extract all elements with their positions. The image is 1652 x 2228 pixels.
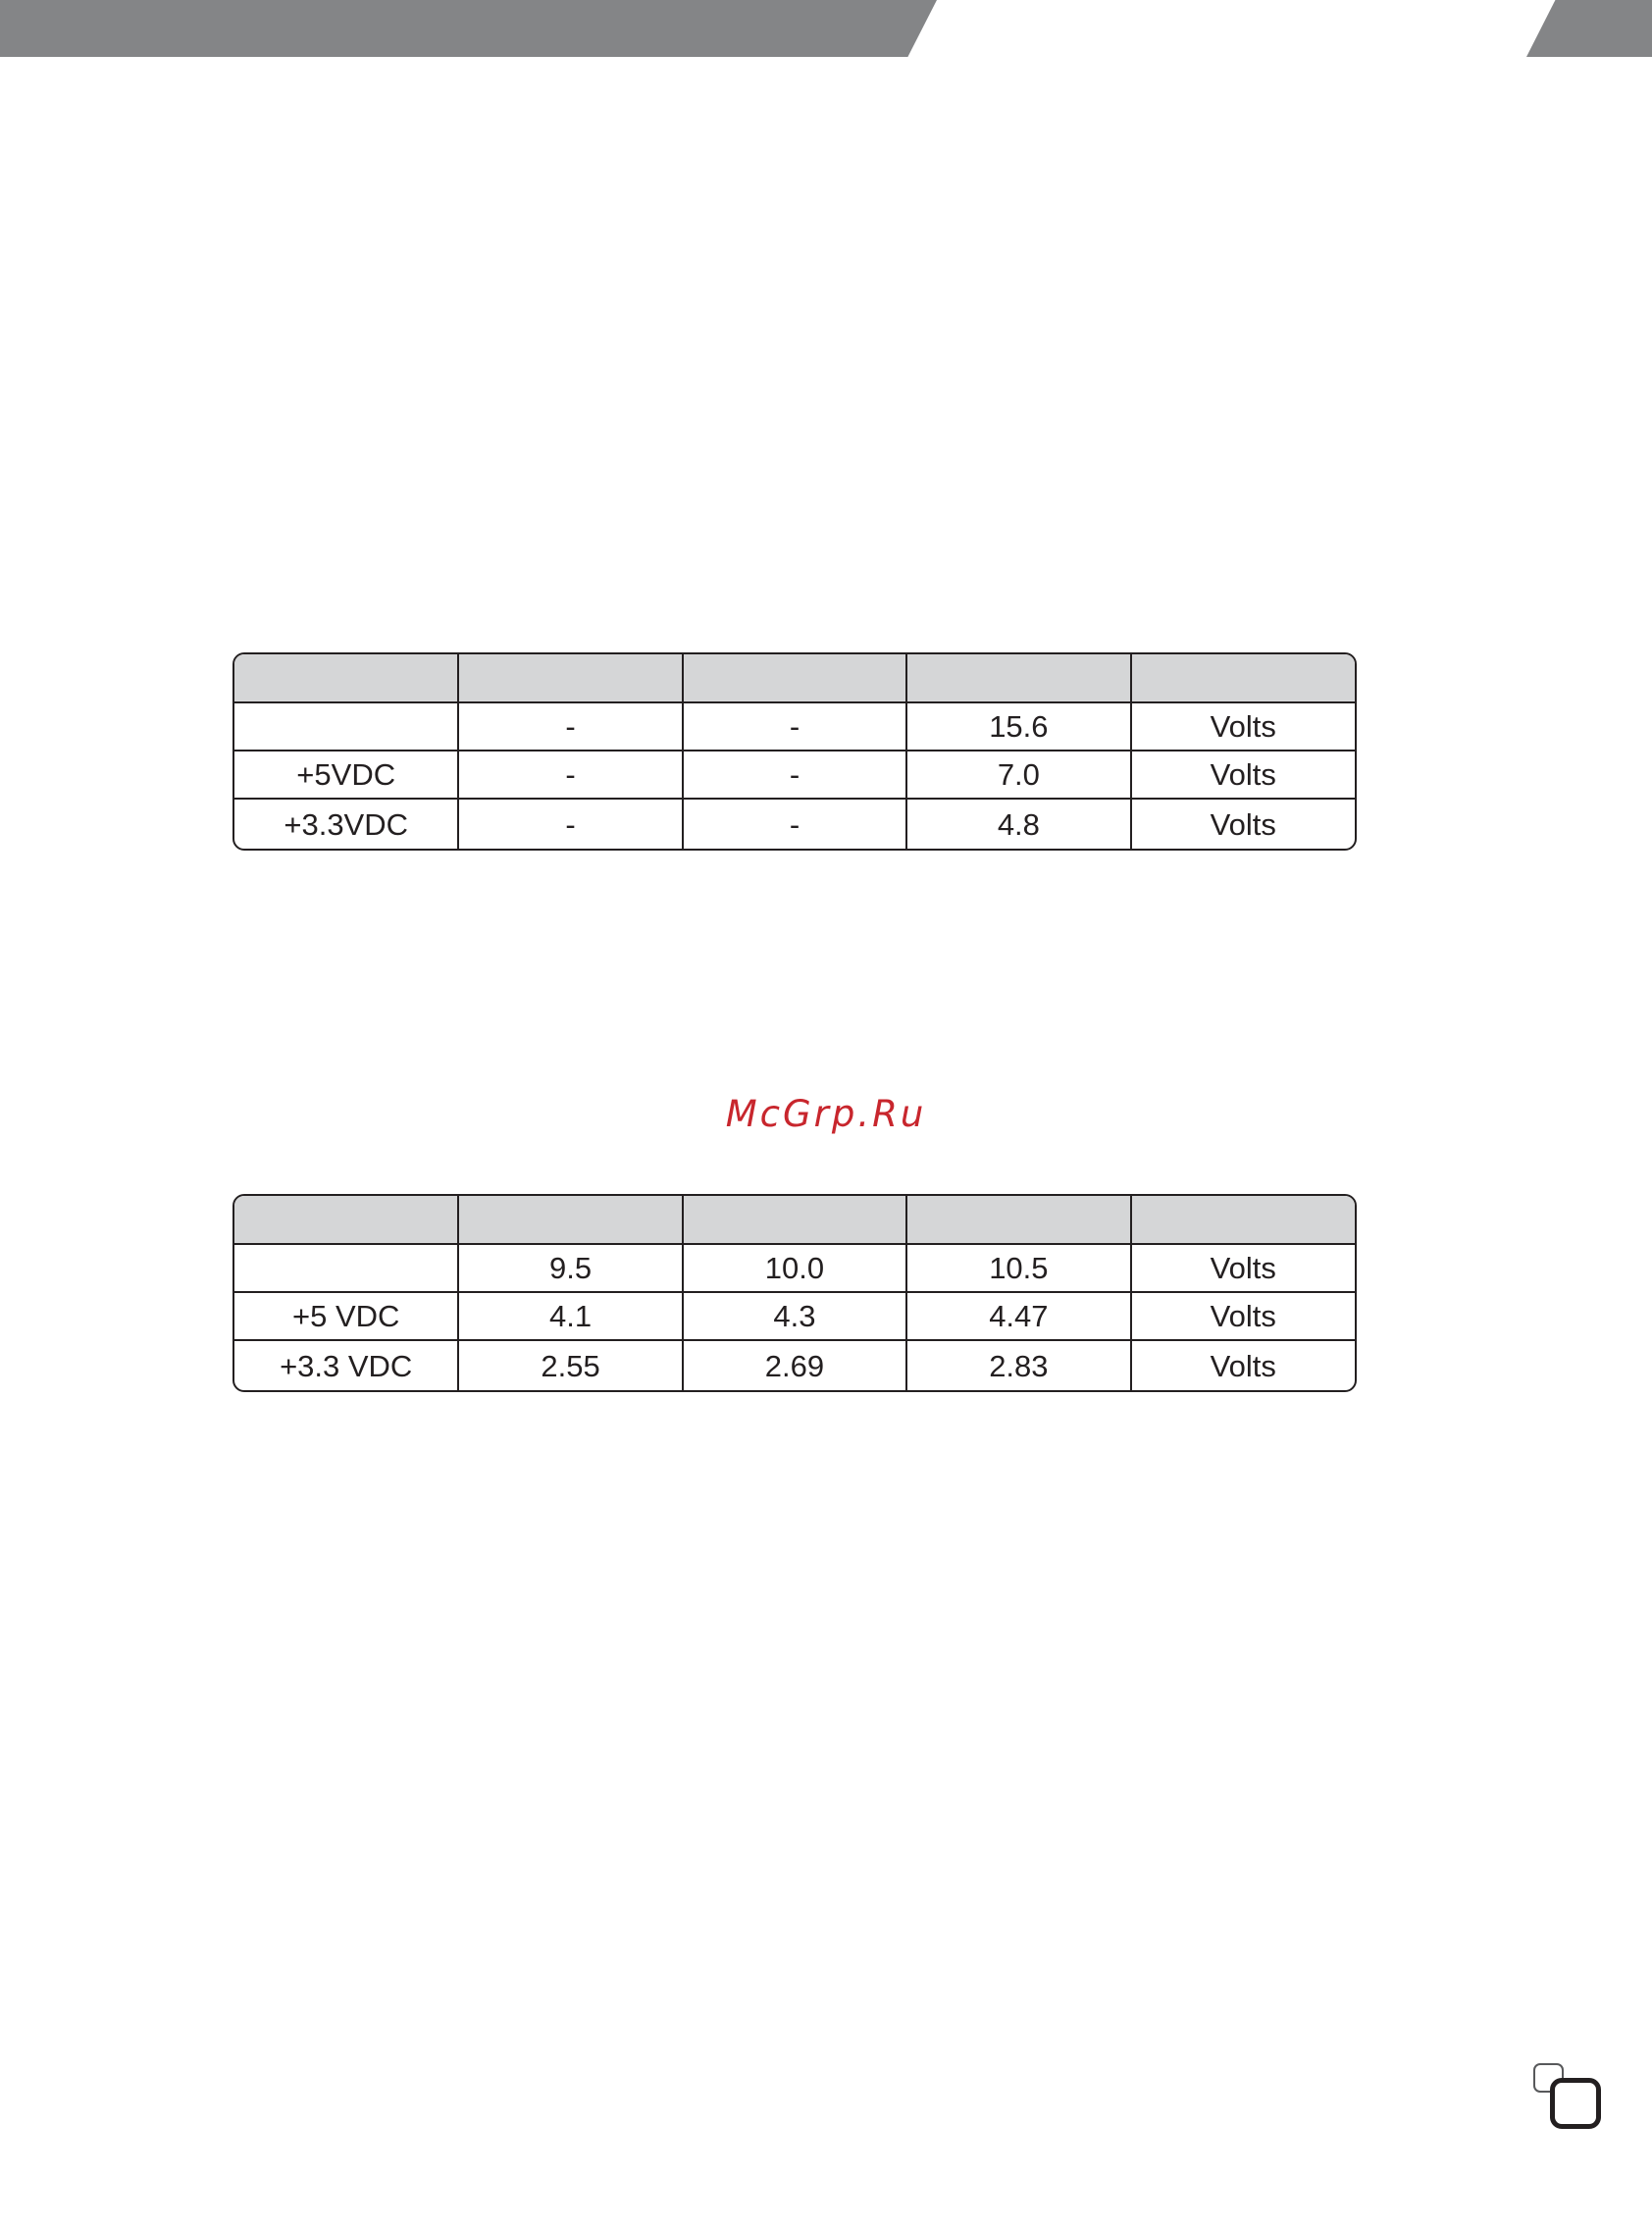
table-cell: 7.0: [906, 751, 1130, 799]
header-cell: [234, 1196, 458, 1244]
table-row: [234, 1340, 1355, 1390]
header-cell: [458, 1196, 682, 1244]
table-cell: Volts: [1131, 1292, 1355, 1340]
watermark-text: McGrp.Ru: [725, 1093, 927, 1135]
header-band-right: [1526, 0, 1652, 57]
table-cell: -: [683, 702, 906, 751]
table-cell: [234, 1244, 458, 1292]
table-cell: 10.0: [683, 1244, 906, 1292]
table-cell: +5 VDC: [234, 1292, 458, 1340]
header-cell: [683, 1196, 906, 1244]
header-cell: [1131, 1196, 1355, 1244]
table-row: [234, 702, 1355, 751]
voltage-table-1: [232, 652, 1357, 851]
table-cell: +3.3 VDC: [234, 1340, 458, 1390]
table-cell: Volts: [1210, 806, 1276, 842]
header-cell: [906, 1196, 1130, 1244]
table-row: [234, 751, 1355, 799]
table-cell: -: [458, 702, 682, 751]
table-row: [234, 1292, 1355, 1340]
table-cell: Volts: [1210, 1348, 1276, 1383]
table-cell: 4.1: [458, 1292, 682, 1340]
table-header-row: [234, 1196, 1355, 1244]
table-cell: -: [458, 751, 682, 799]
table-cell: 2.69: [683, 1340, 906, 1390]
header-cell: [234, 654, 458, 702]
table-cell: 4.8: [906, 799, 1130, 849]
table-cell: -: [458, 799, 682, 849]
header-cell: [906, 654, 1130, 702]
table-cell: 4.3: [683, 1292, 906, 1340]
header-cell: [683, 654, 906, 702]
table-cell: 10.5: [906, 1244, 1130, 1292]
header-cell: [458, 654, 682, 702]
table-row: [234, 799, 1355, 849]
table-cell: 4.47: [906, 1292, 1130, 1340]
table-cell: 2.55: [458, 1340, 682, 1390]
table-cell: 2.83: [906, 1340, 1130, 1390]
table-cell: 9.5: [458, 1244, 682, 1292]
table-cell: Volts: [1131, 1244, 1355, 1292]
voltage-table-2: [232, 1194, 1357, 1392]
table-header-row: [234, 654, 1355, 702]
table-cell: -: [683, 799, 906, 849]
table-cell: -: [683, 751, 906, 799]
table-row: [234, 1244, 1355, 1292]
table-cell: +5VDC: [234, 751, 458, 799]
table-cell: Volts: [1131, 751, 1355, 799]
table-cell: 15.6: [906, 702, 1130, 751]
table-cell: +3.3VDC: [234, 799, 458, 849]
table-cell: [234, 702, 458, 751]
header-band-left: [0, 0, 937, 57]
header-cell: [1131, 654, 1355, 702]
page-corner-box-large: [1550, 2078, 1601, 2129]
table-cell: Volts: [1131, 702, 1355, 751]
